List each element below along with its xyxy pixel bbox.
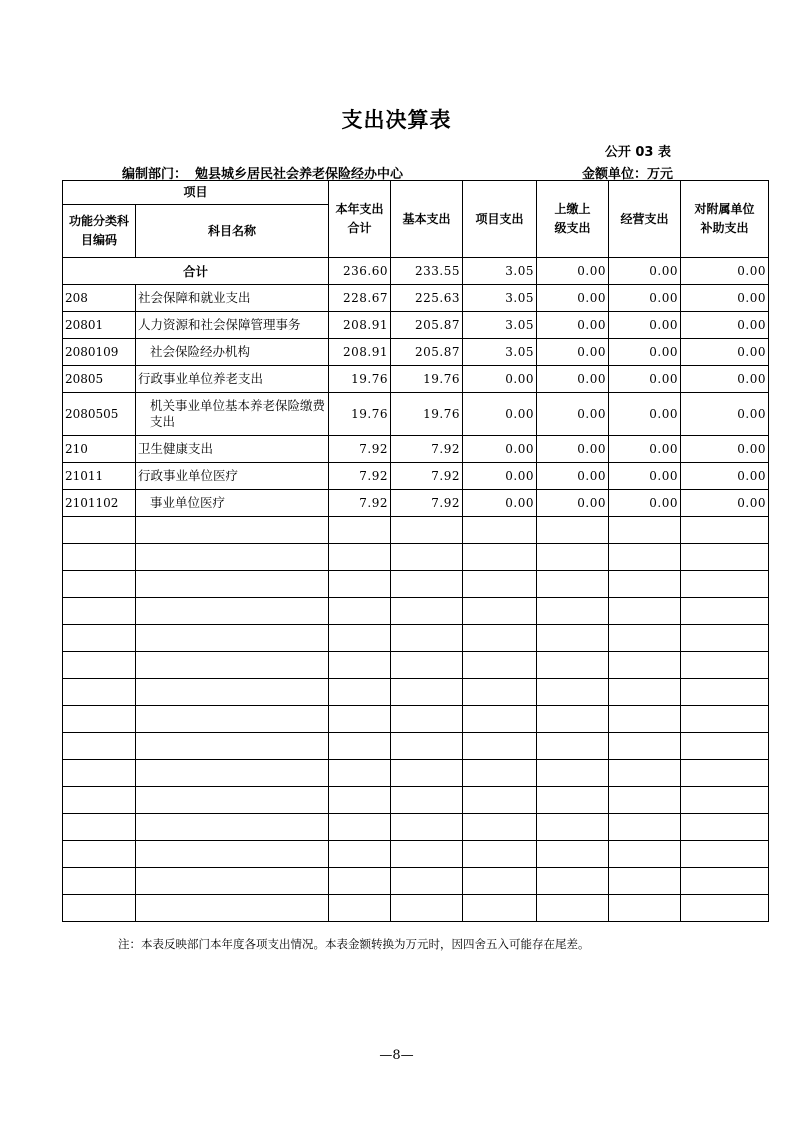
row-subsidy: 0.00 — [681, 436, 769, 463]
row-project: 0.00 — [463, 490, 537, 517]
empty-cell — [537, 625, 609, 652]
empty-cell — [391, 652, 463, 679]
empty-cell — [609, 895, 681, 922]
empty-cell — [681, 760, 769, 787]
department-label: 编制部门： — [122, 167, 188, 182]
empty-cell — [463, 841, 537, 868]
row-upper: 0.00 — [537, 436, 609, 463]
empty-cell — [681, 544, 769, 571]
empty-cell — [391, 895, 463, 922]
empty-cell — [391, 544, 463, 571]
empty-cell — [63, 706, 136, 733]
empty-cell — [136, 841, 329, 868]
empty-cell — [609, 706, 681, 733]
amount-unit: 金额单位：万元 — [581, 167, 673, 182]
row-name: 行政事业单位医疗 — [136, 463, 329, 490]
empty-cell — [63, 544, 136, 571]
page-title: 支出决算表 — [341, 108, 452, 132]
empty-row — [63, 760, 769, 787]
empty-row — [63, 571, 769, 598]
empty-cell — [537, 733, 609, 760]
empty-cell — [63, 652, 136, 679]
empty-cell — [537, 868, 609, 895]
empty-cell — [391, 706, 463, 733]
row-subsidy: 0.00 — [681, 490, 769, 517]
row-project: 3.05 — [463, 285, 537, 312]
empty-cell — [609, 544, 681, 571]
row-business: 0.00 — [609, 312, 681, 339]
total-upper: 0.00 — [537, 258, 609, 285]
row-subsidy: 0.00 — [681, 312, 769, 339]
header-business: 经营支出 — [609, 181, 681, 258]
empty-cell — [136, 733, 329, 760]
row-code: 2080109 — [63, 339, 136, 366]
row-subsidy: 0.00 — [681, 285, 769, 312]
empty-cell — [391, 625, 463, 652]
empty-cell — [681, 571, 769, 598]
empty-cell — [463, 544, 537, 571]
table-row — [63, 312, 769, 339]
empty-cell — [391, 814, 463, 841]
department-name: 勉县城乡居民社会养老保险经办中心 — [195, 167, 404, 182]
row-total: 7.92 — [329, 436, 391, 463]
row-project: 3.05 — [463, 339, 537, 366]
header-total: 本年支出 合计 — [329, 181, 391, 258]
empty-cell — [136, 868, 329, 895]
row-code: 20801 — [63, 312, 136, 339]
empty-cell — [136, 652, 329, 679]
empty-cell — [136, 625, 329, 652]
empty-cell — [63, 814, 136, 841]
row-total: 7.92 — [329, 463, 391, 490]
empty-cell — [681, 787, 769, 814]
empty-row — [63, 679, 769, 706]
table-row — [63, 436, 769, 463]
empty-row — [63, 841, 769, 868]
row-project: 3.05 — [463, 312, 537, 339]
empty-cell — [463, 598, 537, 625]
empty-cell — [391, 517, 463, 544]
row-project: 0.00 — [463, 393, 537, 436]
empty-cell — [136, 895, 329, 922]
empty-cell — [329, 895, 391, 922]
row-business: 0.00 — [609, 366, 681, 393]
row-project: 0.00 — [463, 366, 537, 393]
empty-cell — [329, 598, 391, 625]
empty-row — [63, 598, 769, 625]
empty-cell — [329, 571, 391, 598]
empty-cell — [329, 814, 391, 841]
row-basic: 205.87 — [391, 339, 463, 366]
empty-row — [63, 652, 769, 679]
row-code: 208 — [63, 285, 136, 312]
row-business: 0.00 — [609, 285, 681, 312]
empty-cell — [609, 841, 681, 868]
empty-cell — [609, 625, 681, 652]
empty-cell — [609, 517, 681, 544]
total-project: 3.05 — [463, 258, 537, 285]
row-upper: 0.00 — [537, 285, 609, 312]
header-subsidy: 对附属单位 补助支出 — [681, 181, 769, 258]
empty-cell — [681, 706, 769, 733]
empty-cell — [329, 679, 391, 706]
footnote: 注：本表反映部门本年度各项支出情况。本表金额转换为万元时，因四舍五入可能存在尾差。 — [118, 937, 590, 951]
empty-cell — [391, 598, 463, 625]
row-upper: 0.00 — [537, 490, 609, 517]
empty-cell — [537, 814, 609, 841]
empty-cell — [537, 517, 609, 544]
empty-cell — [391, 787, 463, 814]
row-project: 0.00 — [463, 436, 537, 463]
empty-cell — [329, 544, 391, 571]
empty-cell — [681, 625, 769, 652]
empty-row — [63, 544, 769, 571]
header-upper: 上缴上 级支出 — [537, 181, 609, 258]
empty-cell — [136, 517, 329, 544]
row-subsidy: 0.00 — [681, 463, 769, 490]
empty-cell — [63, 733, 136, 760]
empty-cell — [329, 760, 391, 787]
row-code: 2080505 — [63, 393, 136, 436]
row-subsidy: 0.00 — [681, 339, 769, 366]
row-name: 机关事业单位基本养老保险缴费支出 — [136, 393, 329, 436]
empty-cell — [681, 814, 769, 841]
row-name: 事业单位医疗 — [136, 490, 329, 517]
empty-cell — [681, 733, 769, 760]
empty-cell — [391, 679, 463, 706]
row-upper: 0.00 — [537, 339, 609, 366]
empty-cell — [609, 868, 681, 895]
total-row — [63, 258, 769, 285]
empty-cell — [63, 625, 136, 652]
total-label: 合计 — [63, 258, 329, 285]
empty-cell — [609, 571, 681, 598]
empty-cell — [681, 895, 769, 922]
row-total: 228.67 — [329, 285, 391, 312]
empty-cell — [329, 625, 391, 652]
empty-cell — [609, 814, 681, 841]
empty-cell — [136, 679, 329, 706]
empty-cell — [537, 706, 609, 733]
row-basic: 7.92 — [391, 463, 463, 490]
header-basic: 基本支出 — [391, 181, 463, 258]
empty-cell — [391, 571, 463, 598]
empty-cell — [463, 760, 537, 787]
empty-cell — [537, 787, 609, 814]
empty-cell — [463, 814, 537, 841]
empty-cell — [136, 760, 329, 787]
empty-cell — [537, 652, 609, 679]
table-row — [63, 490, 769, 517]
expenditure-table — [62, 180, 769, 922]
row-name: 社会保险经办机构 — [136, 339, 329, 366]
empty-cell — [463, 895, 537, 922]
empty-cell — [391, 868, 463, 895]
empty-cell — [681, 679, 769, 706]
empty-cell — [537, 544, 609, 571]
row-code: 20805 — [63, 366, 136, 393]
empty-cell — [329, 706, 391, 733]
empty-cell — [463, 787, 537, 814]
empty-cell — [391, 733, 463, 760]
empty-row — [63, 868, 769, 895]
row-total: 208.91 — [329, 312, 391, 339]
empty-cell — [463, 679, 537, 706]
row-total: 7.92 — [329, 490, 391, 517]
empty-cell — [63, 598, 136, 625]
empty-cell — [463, 706, 537, 733]
row-basic: 7.92 — [391, 436, 463, 463]
header-name: 科目名称 — [136, 205, 329, 258]
row-upper: 0.00 — [537, 463, 609, 490]
row-business: 0.00 — [609, 393, 681, 436]
row-upper: 0.00 — [537, 366, 609, 393]
row-basic: 225.63 — [391, 285, 463, 312]
empty-cell — [681, 841, 769, 868]
empty-cell — [463, 733, 537, 760]
table-row — [63, 366, 769, 393]
row-basic: 205.87 — [391, 312, 463, 339]
row-business: 0.00 — [609, 339, 681, 366]
row-business: 0.00 — [609, 436, 681, 463]
empty-cell — [609, 598, 681, 625]
form-number: 公开 03 表 — [604, 145, 671, 160]
empty-cell — [391, 841, 463, 868]
empty-cell — [136, 787, 329, 814]
empty-cell — [609, 787, 681, 814]
row-code: 21011 — [63, 463, 136, 490]
empty-cell — [537, 679, 609, 706]
empty-cell — [329, 652, 391, 679]
empty-cell — [609, 760, 681, 787]
empty-cell — [537, 895, 609, 922]
empty-cell — [609, 733, 681, 760]
total-subsidy: 0.00 — [681, 258, 769, 285]
empty-cell — [63, 679, 136, 706]
row-name: 人力资源和社会保障管理事务 — [136, 312, 329, 339]
row-basic: 7.92 — [391, 490, 463, 517]
empty-cell — [537, 841, 609, 868]
empty-cell — [463, 517, 537, 544]
row-business: 0.00 — [609, 490, 681, 517]
table-row — [63, 285, 769, 312]
empty-cell — [681, 652, 769, 679]
empty-cell — [63, 517, 136, 544]
empty-cell — [329, 841, 391, 868]
empty-cell — [63, 571, 136, 598]
row-subsidy: 0.00 — [681, 366, 769, 393]
row-subsidy: 0.00 — [681, 393, 769, 436]
row-name: 行政事业单位养老支出 — [136, 366, 329, 393]
empty-cell — [537, 760, 609, 787]
empty-cell — [136, 544, 329, 571]
empty-cell — [329, 733, 391, 760]
table-row — [63, 463, 769, 490]
empty-cell — [136, 706, 329, 733]
empty-cell — [537, 598, 609, 625]
empty-cell — [463, 625, 537, 652]
total-basic: 233.55 — [391, 258, 463, 285]
row-total: 19.76 — [329, 366, 391, 393]
empty-row — [63, 517, 769, 544]
empty-row — [63, 733, 769, 760]
empty-cell — [329, 517, 391, 544]
row-total: 19.76 — [329, 393, 391, 436]
row-basic: 19.76 — [391, 366, 463, 393]
empty-row — [63, 706, 769, 733]
empty-cell — [136, 814, 329, 841]
empty-cell — [463, 868, 537, 895]
empty-cell — [681, 517, 769, 544]
row-name: 卫生健康支出 — [136, 436, 329, 463]
empty-row — [63, 895, 769, 922]
total-total: 236.60 — [329, 258, 391, 285]
row-code: 2101102 — [63, 490, 136, 517]
empty-row — [63, 625, 769, 652]
empty-cell — [63, 760, 136, 787]
empty-cell — [63, 868, 136, 895]
header-item: 项目 — [63, 181, 329, 205]
row-business: 0.00 — [609, 463, 681, 490]
empty-cell — [391, 760, 463, 787]
empty-cell — [329, 787, 391, 814]
total-business: 0.00 — [609, 258, 681, 285]
empty-cell — [63, 841, 136, 868]
row-basic: 19.76 — [391, 393, 463, 436]
empty-cell — [609, 679, 681, 706]
header-code: 功能分类科目编码 — [63, 205, 136, 258]
row-upper: 0.00 — [537, 393, 609, 436]
page-number: —8— — [379, 1048, 414, 1063]
header-project: 项目支出 — [463, 181, 537, 258]
empty-cell — [136, 571, 329, 598]
row-name: 社会保障和就业支出 — [136, 285, 329, 312]
empty-cell — [463, 571, 537, 598]
row-upper: 0.00 — [537, 312, 609, 339]
table-row — [63, 393, 769, 436]
empty-cell — [609, 652, 681, 679]
row-project: 0.00 — [463, 463, 537, 490]
row-code: 210 — [63, 436, 136, 463]
empty-cell — [537, 571, 609, 598]
empty-row — [63, 787, 769, 814]
table-row — [63, 339, 769, 366]
empty-rows — [63, 517, 769, 922]
empty-cell — [329, 868, 391, 895]
empty-cell — [681, 598, 769, 625]
empty-cell — [463, 652, 537, 679]
empty-cell — [681, 868, 769, 895]
empty-row — [63, 814, 769, 841]
empty-cell — [63, 895, 136, 922]
row-total: 208.91 — [329, 339, 391, 366]
empty-cell — [136, 598, 329, 625]
empty-cell — [63, 787, 136, 814]
